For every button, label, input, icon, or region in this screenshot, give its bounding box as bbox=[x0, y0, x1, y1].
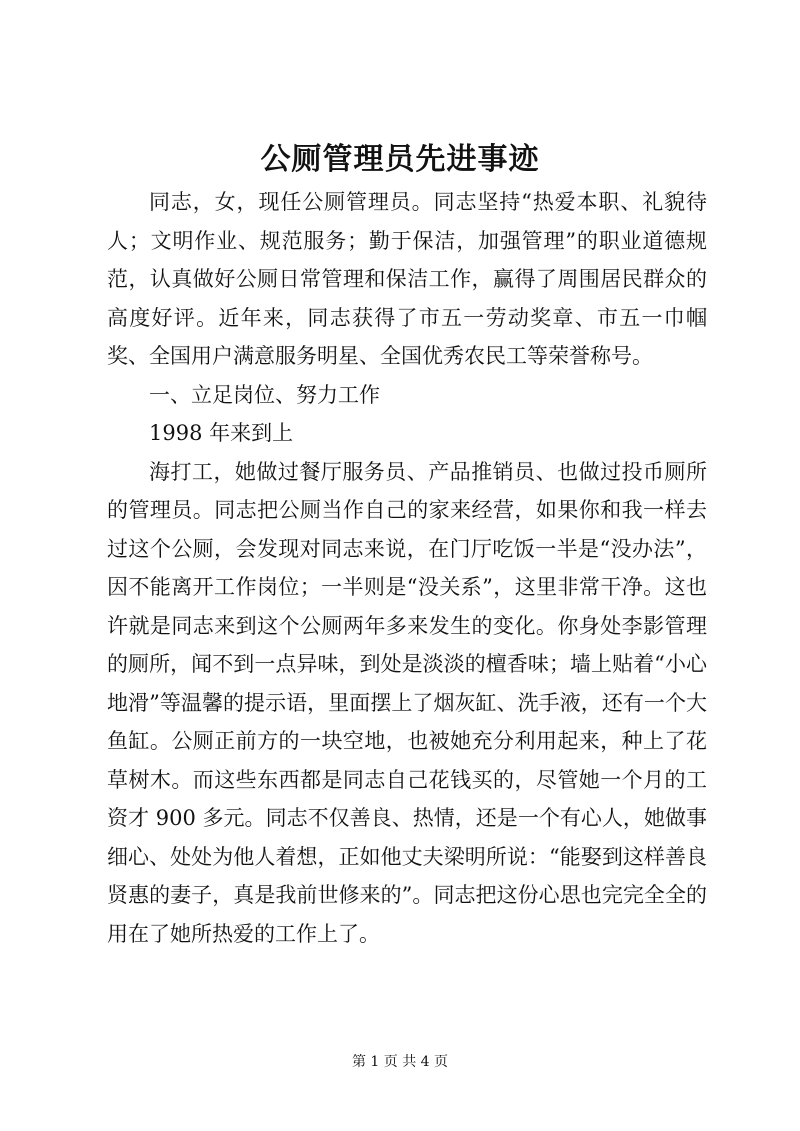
paragraph-year: 1998 年来到上 bbox=[149, 421, 294, 445]
page-footer: 第 1 页 共 4 页 bbox=[351, 1054, 449, 1070]
paragraph-main: 海打工，她做过餐厅服务员、产品推销员、也做过投币厕所的管理员。同志把公厕当作自己的家来经营，如果你和我一样去过这个公厕，会发现对同志来说，在门厅吃饭一半是“没办法”，因不能离开工作岗位；一半则是“没关系”，这里非常干净。这也许就是同志来到这个公厕两年多来发生的变化。你身处李影管理的厕所，闻不到一点异味，到处是淡淡的檀香味；墙上贴着“小心地滑”等温馨的提示语，里面摆上了烟灰缸、洗手液，还有一个大鱼缸。公厕正前方的一块空地，也被她充分利用起来，种上了花草树木。而这些东西都是同志自己花钱买的，尽管她一个月的工资才 900 多元。同志不仅善良、热情，还是一个有心人，她做事细心、处处为他人着想，正如他丈夫梁明所说：“能娶到这样善良贤惠的妻子，真是我前世修来的”。同志把这份心思也完完全全的用在了她所热爱的工作上了。 bbox=[107, 459, 707, 946]
section-heading: 一、立足岗位、努力工作 bbox=[149, 382, 380, 407]
paragraph-intro: 同志，女，现任公厕管理员。同志坚持“热爱本职、礼貌待人；文明作业、规范服务；勤于保洁，加强管理”的职业道德规范，认真做好公厕日常管理和保洁工作，赢得了周围居民群众的高度好评。近年来，同志获得了市五一劳动奖章、市五一巾帼奖、全国用户满意服务明星、全国优秀农民工等荣誉称号。 bbox=[107, 190, 707, 368]
document-body bbox=[107, 183, 707, 953]
document-title: 公厕管理员先进事迹 bbox=[260, 142, 540, 177]
